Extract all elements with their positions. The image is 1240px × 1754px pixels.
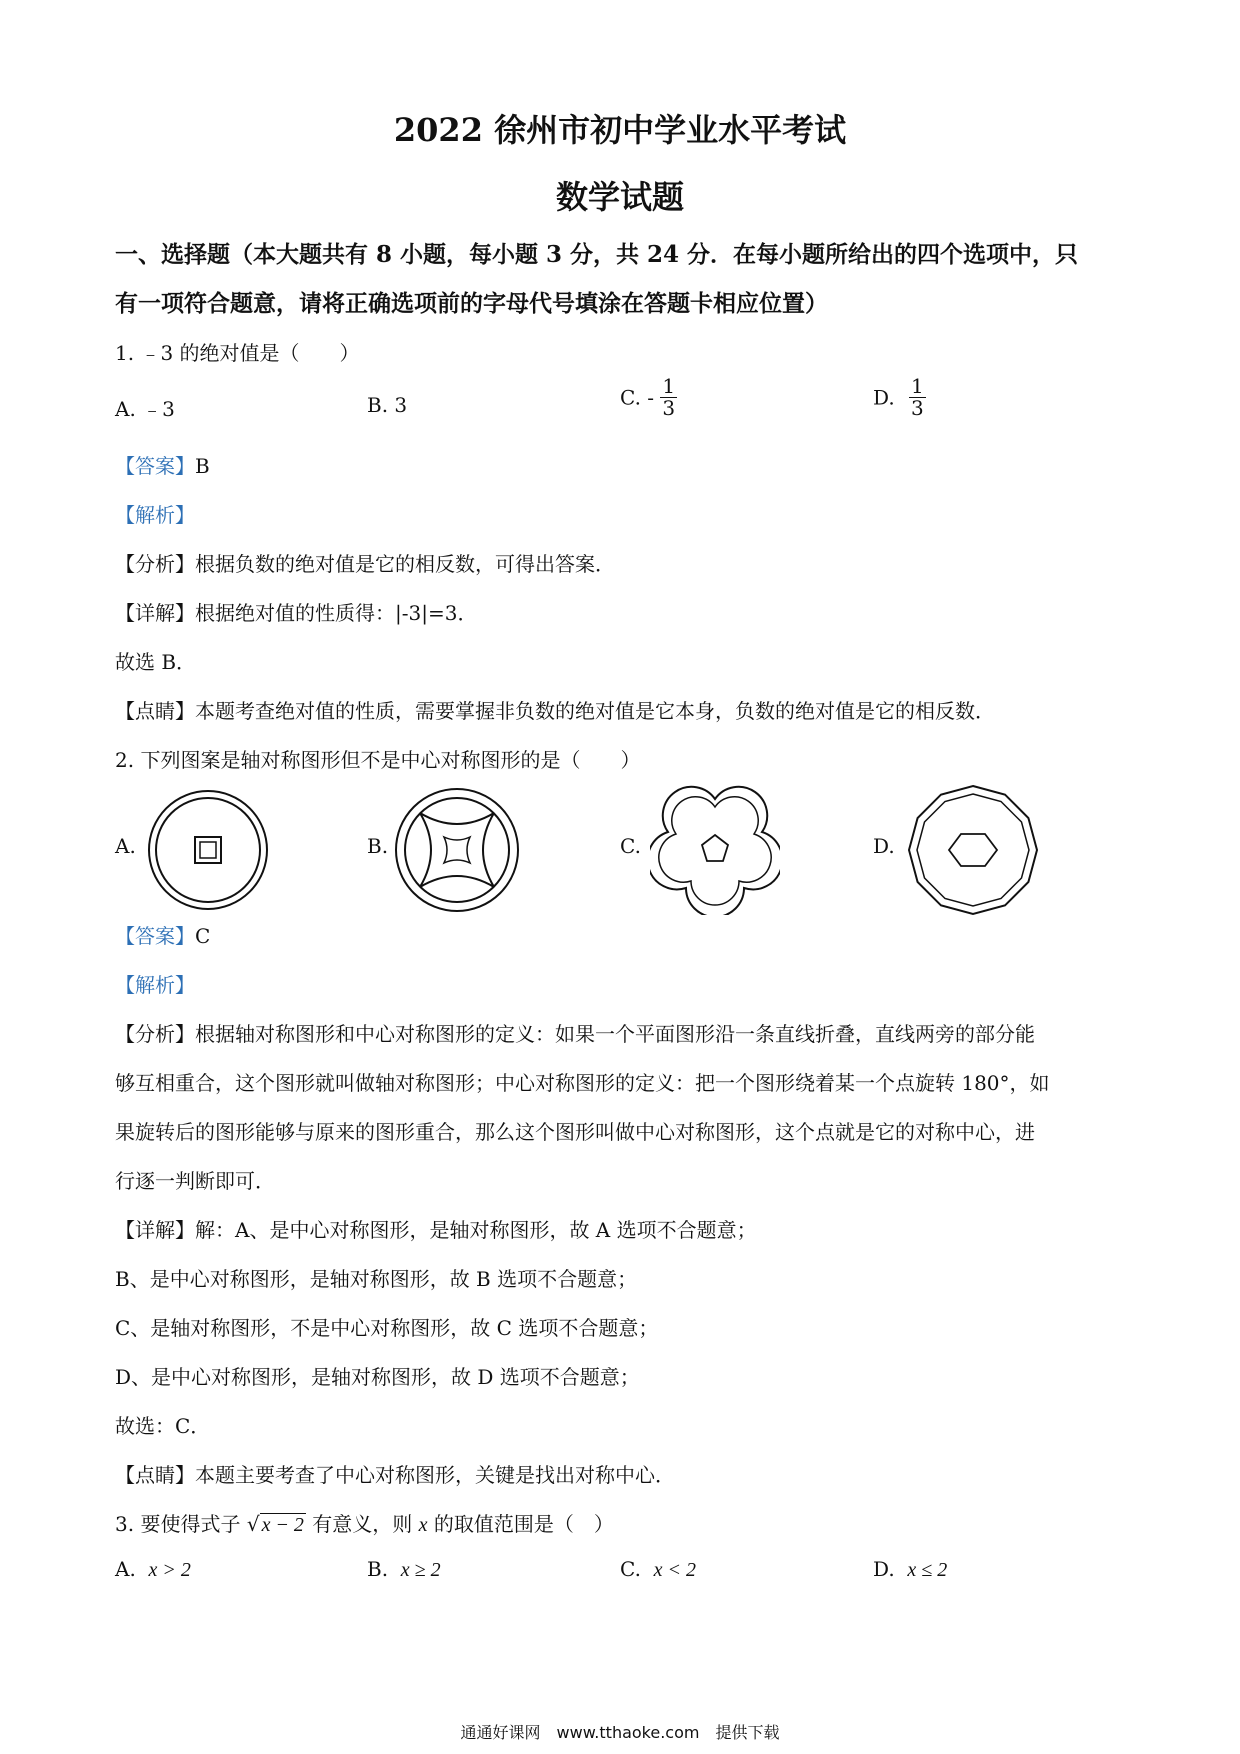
q1-stem: 1. ﹣3 的绝对值是（ ） xyxy=(115,341,360,365)
q2-guxuan: 故选：C． xyxy=(115,1414,211,1438)
q2-fenxi-line3: 果旋转后的图形能够与原来的图形重合，那么这个图形叫做中心对称图形，这个点就是它的对称中心，进 xyxy=(115,1120,1035,1144)
q3-stem-pre: 3. 要使得式子 xyxy=(115,1512,241,1536)
page-title: 2022 徐州市初中学业水平考试 xyxy=(393,111,847,149)
q1-guxuan: 故选 B． xyxy=(115,650,197,674)
footer-watermark: 通通好课网 www.tthaoke.com 提供下载 xyxy=(460,1723,780,1742)
q2-fenxi-line4: 行逐一判断即可． xyxy=(115,1169,275,1193)
q1-option-d xyxy=(873,376,926,419)
flower-pentagon-figure xyxy=(650,785,780,915)
option-expr: x < 2 xyxy=(653,1559,697,1581)
q3-stem-post: 的取值范围是（ ） xyxy=(433,1512,614,1536)
dodecagon-hexagon-figure xyxy=(905,782,1041,918)
q2-option-a-label: A. xyxy=(115,834,136,858)
option-label: B. xyxy=(367,1557,389,1581)
xiangjie-label: 【详解】 xyxy=(115,601,195,625)
fenxi-label: 【分析】 xyxy=(115,1022,195,1046)
dianjing-label: 【点睛】 xyxy=(115,1463,195,1487)
coin-curved-star-figure xyxy=(392,785,522,915)
answer-value: C xyxy=(195,924,211,948)
q2-stem: 2. 下列图案是轴对称图形但不是中心对称图形的是（ ） xyxy=(115,748,641,772)
q1-option-d-prefix: D. xyxy=(873,385,895,410)
q2-option-d-label: D. xyxy=(873,834,895,858)
q1-option-c-prefix: C. - xyxy=(620,385,655,410)
q3-option-b xyxy=(367,1557,441,1582)
q2-fenxi-line2: 够互相重合，这个图形就叫做轴对称图形；中心对称图形的定义：把一个图形绕着某一个点旋转 180°，如 xyxy=(115,1071,1050,1095)
q3-option-a xyxy=(115,1557,191,1582)
option-expr: x ≥ 2 xyxy=(400,1559,441,1581)
q2-option-b-label: B. xyxy=(367,834,389,858)
q2-analysis-label xyxy=(115,969,195,998)
q3-stem xyxy=(115,1508,614,1537)
q3-stem-mid: 有意义，则 xyxy=(312,1512,413,1536)
frac-numerator: 1 xyxy=(662,374,676,398)
xiangjie-text: 根据绝对值的性质得：|-3|=3． xyxy=(195,601,478,625)
q2-option-c-label: C. xyxy=(620,834,641,858)
answer-label: 【答案】 xyxy=(115,454,195,478)
option-label: A. xyxy=(115,1557,136,1581)
q1-option-b: B. 3 xyxy=(367,393,408,417)
answer-label: 【答案】 xyxy=(115,924,195,948)
q1-option-c xyxy=(620,376,677,419)
q1-option-c-fraction xyxy=(660,376,677,419)
dianjing-label: 【点睛】 xyxy=(115,699,195,723)
answer-value: B xyxy=(195,454,210,478)
q1-answer xyxy=(115,450,210,479)
q1-option-a: A. ﹣3 xyxy=(115,397,175,421)
q1-dianjing xyxy=(115,695,995,724)
option-expr: x > 2 xyxy=(148,1559,191,1581)
option-expr: x ≤ 2 xyxy=(907,1559,948,1581)
q1-analysis-label xyxy=(115,499,195,528)
section-heading-line1: 一、选择题（本大题共有 8 小题，每小题 3 分，共 24 分．在每小题所给出的四个选项中，只 xyxy=(115,241,1079,268)
q2-line-c: C、是轴对称图形，不是中心对称图形，故 C 选项不合题意； xyxy=(115,1316,659,1340)
q2-line-d: D、是中心对称图形，是轴对称图形，故 D 选项不合题意； xyxy=(115,1365,640,1389)
section-heading-line2: 有一项符合题意，请将正确选项前的字母代号填涂在答题卡相应位置） xyxy=(115,290,828,317)
frac-denominator: 3 xyxy=(911,396,924,420)
dianjing-text: 本题主要考查了中心对称图形，关键是找出对称中心． xyxy=(195,1463,675,1487)
fenxi-text: 根据负数的绝对值是它的相反数，可得出答案． xyxy=(195,552,615,576)
frac-numerator: 1 xyxy=(911,374,924,398)
frac-denominator: 3 xyxy=(662,396,676,420)
coin-square-hole-figure xyxy=(145,787,271,913)
analysis-label: 【解析】 xyxy=(115,503,195,527)
option-label: C. xyxy=(620,1557,641,1581)
fenxi-label: 【分析】 xyxy=(115,552,195,576)
option-label: D. xyxy=(873,1557,895,1581)
fenxi-text: 根据轴对称图形和中心对称图形的定义：如果一个平面图形沿一条直线折叠，直线两旁的部分能 xyxy=(195,1022,1035,1046)
dianjing-text: 本题考查绝对值的性质，需要掌握非负数的绝对值是它本身，负数的绝对值是它的相反数． xyxy=(195,699,995,723)
radical-sign: √ xyxy=(246,1512,260,1536)
radicand: x − 2 xyxy=(261,1514,304,1536)
xiangjie-text: 解：A、是中心对称图形，是轴对称图形，故 A 选项不合题意； xyxy=(195,1218,757,1242)
q2-fenxi-line1 xyxy=(115,1018,1035,1047)
page-subtitle: 数学试题 xyxy=(555,178,684,216)
q2-xiangjie xyxy=(115,1214,757,1243)
q2-line-b: B、是中心对称图形，是轴对称图形，故 B 选项不合题意； xyxy=(115,1267,638,1291)
q1-fenxi xyxy=(115,548,615,577)
q3-variable: x xyxy=(418,1514,428,1536)
q2-dianjing xyxy=(115,1459,675,1488)
analysis-label: 【解析】 xyxy=(115,973,195,997)
q2-answer xyxy=(115,920,210,949)
q1-option-d-fraction xyxy=(909,376,926,419)
q1-xiangjie xyxy=(115,597,477,626)
sqrt-expression xyxy=(247,1512,306,1537)
q3-option-c xyxy=(620,1557,696,1582)
q3-option-d xyxy=(873,1557,947,1582)
xiangjie-label: 【详解】 xyxy=(115,1218,195,1242)
